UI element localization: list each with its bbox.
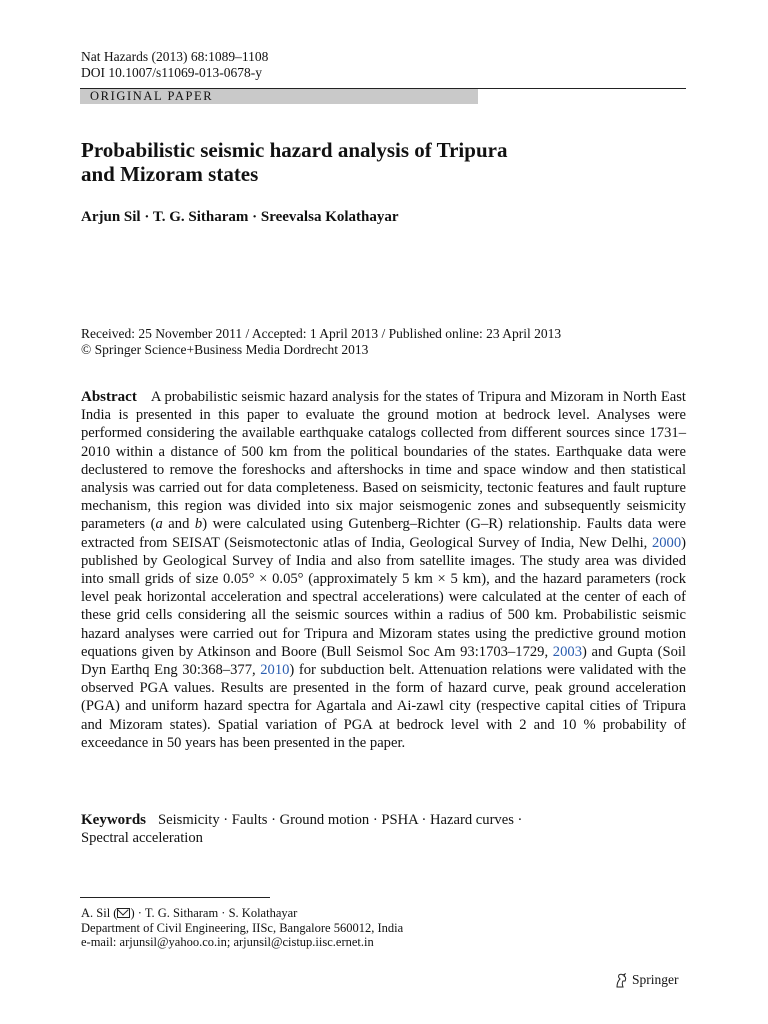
publisher-name: Springer bbox=[632, 972, 679, 987]
footnote-names-end: ) · T. G. Sitharam · S. Kolathayar bbox=[130, 906, 298, 920]
publisher-logo bbox=[614, 972, 679, 988]
reference-link-2003[interactable]: 2003 bbox=[552, 643, 582, 660]
email-line: e-mail: arjunsil@yahoo.co.in; arjunsil@cistup.iisc.ernet.in bbox=[81, 935, 374, 949]
publication-dates bbox=[81, 326, 561, 358]
param-a: a bbox=[155, 516, 163, 533]
history-dates: Received: 25 November 2011 / Accepted: 1 April 2013 / Published online: 23 April 2013 bbox=[81, 326, 562, 341]
doi-line: DOI 10.1007/s11069-013-0678-y bbox=[81, 65, 262, 80]
footnote-names-start: A. Sil ( bbox=[81, 906, 118, 920]
reference-link-2010[interactable]: 2010 bbox=[260, 662, 290, 679]
keywords bbox=[81, 811, 686, 847]
envelope-icon[interactable] bbox=[117, 908, 130, 918]
article-title bbox=[81, 138, 641, 186]
citation-block bbox=[81, 49, 268, 81]
author-list: Arjun Sil · T. G. Sitharam · Sreevalsa Kolathayar bbox=[81, 209, 399, 225]
abstract-text-5: ) for subduction belt. Attenuation relations were validated with the observed PGA values. Results are presented in the form of hazard curve, peak ground acceleration (PGA) and uniform hazard spectra for Agartala and Ai-zawl city (respective capital cities of Tripura and Mizoram states). Spatial variation of PGA at bedrock level with 2 and 10 % probability of exceedance in 50 years has been presented in the paper. bbox=[81, 662, 686, 751]
section-label-bar bbox=[80, 89, 478, 104]
keywords-line-1: Seismicity · Faults · Ground motion · PSHA · Hazard curves · bbox=[158, 812, 523, 828]
abstract-heading: Abstract bbox=[81, 389, 137, 405]
footnote-rule bbox=[80, 897, 270, 898]
author-footnote bbox=[81, 906, 403, 950]
abstract-and: and bbox=[162, 516, 195, 533]
journal-citation: Nat Hazards (2013) 68:1089–1108 bbox=[81, 49, 269, 64]
keywords-heading: Keywords bbox=[81, 812, 146, 828]
title-line-2: and Mizoram states bbox=[81, 162, 259, 186]
springer-horse-icon bbox=[614, 973, 628, 988]
reference-link-2000[interactable]: 2000 bbox=[651, 534, 682, 551]
keywords-line-2: Spectral acceleration bbox=[81, 830, 203, 847]
abstract-text-2: ) were calculated using Gutenberg–Richter (G–R) relationship. Faults data were extracted from SEISAT (Seismotectonic atlas of India, Geological Survey of India, New Delhi, bbox=[81, 516, 686, 551]
abstract-text-1: A probabilistic seismic hazard analysis for the states of Tripura and Mizoram in North East India is presented in this paper to evaluate the ground motion at bedrock level. Analyses were performed considering the available earthquake catalogs collected from different sources since 1731–2010 within a distance of 500 km from the political boundaries of the states. Earthquake data were declustered to remove the foreshocks and aftershocks in time and space window and then statistical analysis was carried out for data completeness. Based on seismicity, tectonic features and fault rupture mechanism, this region was divided into six major seismogenic zones and subsequently seismicity parameters ( bbox=[81, 389, 686, 533]
abstract bbox=[81, 388, 686, 752]
param-b: b bbox=[194, 516, 203, 533]
abstract-text-4: ) and Gupta (Soil Dyn Earthq Eng 30:368–377, bbox=[81, 643, 686, 679]
affiliation: Department of Civil Engineering, IISc, Bangalore 560012, India bbox=[81, 920, 404, 935]
copyright-line: © Springer Science+Business Media Dordrecht 2013 bbox=[81, 342, 369, 357]
abstract-text-3: ) published by Geological Survey of India and also from satellite images. The study area was divided into small grids of size 0.05° × 0.05° (approximately 5 km × 5 km), and the hazard parameters (rock level peak horizontal acceleration and spectral accelerations) were calculated at the center of each of these grid cells considering all the seismic sources within a radius of 500 km. Probabilistic seismic hazard analyses were carried out for Tripura and Mizoram states using the predictive ground motion equations given by Atkinson and Boore (Bull Seismol Soc Am 93:1703–1729, bbox=[81, 534, 686, 660]
title-line-1: Probabilistic seismic hazard analysis of Tripura bbox=[81, 138, 508, 162]
section-label: ORIGINAL PAPER bbox=[90, 89, 214, 103]
